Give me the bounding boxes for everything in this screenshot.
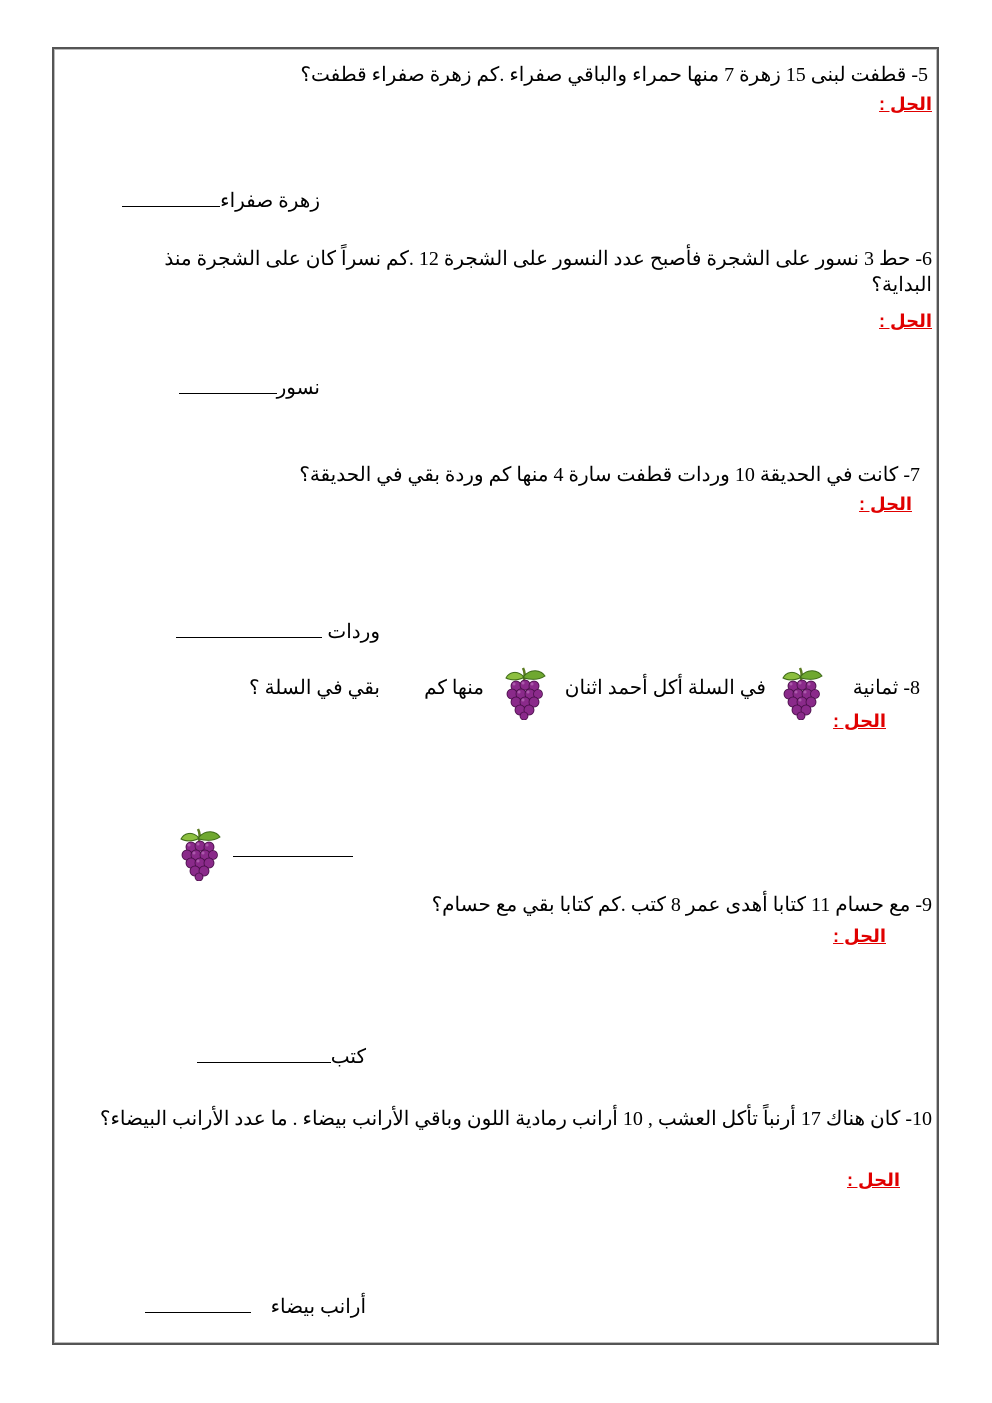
answer-unit: كتب [330,1046,366,1068]
question-9-text: 9- مع حسام 11 كتابا أهدى عمر 8 كتب .كم كتابا بقي مع حسام؟ [431,894,932,916]
answer-unit: نسور [276,377,320,399]
grapes-icon [178,825,222,881]
question-7-text: 7- كانت في الحديقة 10 وردات قطفت سارة 4 منها كم وردة بقي في الحديقة؟ [299,464,920,486]
answer-blank[interactable] [122,186,220,207]
question-8-text-2: في السلة أكل أحمد اثنان [564,677,766,699]
question-5-text: 5- قطفت لبنى 15 زهرة 7 منها حمراء والباقي صفراء .كم زهرة صفراء قطفت؟ [300,64,928,86]
question-6-answer[interactable] [179,373,320,400]
answer-unit: زهرة صفراء [220,190,320,212]
answer-blank[interactable] [233,836,353,857]
answer-blank[interactable] [145,1292,251,1313]
question-8-text-3: منها كم [424,677,484,699]
question-5-answer[interactable] [122,186,320,213]
question-8-solution-label: الحل : [833,711,886,731]
grapes-icon [780,664,824,720]
grapes-icon [503,664,547,720]
answer-blank[interactable] [176,617,322,638]
answer-blank[interactable] [197,1042,331,1063]
question-6-text: 6- حط 3 نسور على الشجرة فأصبح عدد النسور على الشجرة 12 .كم نسراً كان على الشجرة منذ البداية؟ [164,248,932,296]
question-9-solution-label: الحل : [833,926,886,946]
question-5-solution-label: الحل : [879,94,932,114]
answer-blank[interactable] [179,373,277,394]
question-10-solution-label: الحل : [847,1170,900,1190]
question-7-answer[interactable] [176,617,380,644]
question-6-solution-label: الحل : [879,311,932,331]
answer-unit: أرانب بيضاء [270,1296,366,1318]
question-9-answer[interactable] [197,1042,366,1069]
question-10-text: 10- كان هناك 17 أرنباً تأكل العشب , 10 أرانب رمادية اللون وباقي الأرانب بيضاء . ما عدد الأرانب البيضاء؟ [99,1108,932,1130]
question-10-answer[interactable] [145,1292,366,1319]
question-8-text-1: 8- ثمانية [852,677,920,699]
question-7-solution-label: الحل : [859,494,912,514]
question-8-answer[interactable] [233,836,353,863]
question-8-text-4: بقي في السلة ؟ [248,677,380,699]
answer-unit: وردات [327,621,380,643]
